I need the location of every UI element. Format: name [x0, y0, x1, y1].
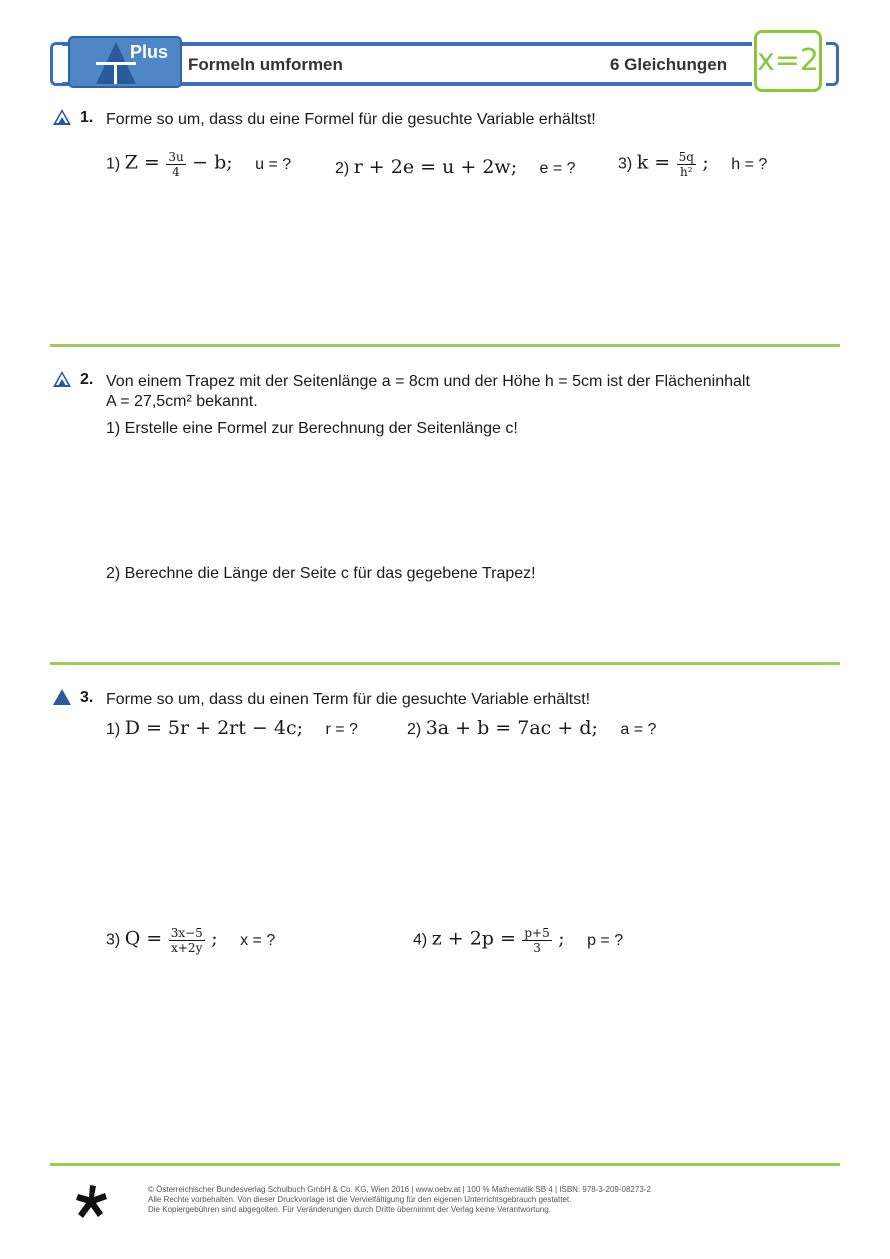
page-title: Formeln umformen [188, 55, 343, 74]
divider-1 [50, 344, 840, 347]
footer-rights: Alle Rechte vorbehalten. Von dieser Druckvorlage ist die Vervielfältigung für den eigenen Unterrichtsgebrauch gestattet. [148, 1195, 572, 1204]
difficulty-pyramid-solid-icon [52, 688, 72, 706]
task-3-number: 3. [80, 689, 94, 706]
x2-badge-text: x=2 [757, 43, 819, 78]
task-1-instruction: Forme so um, dass du eine Formel für die gesuchte Variable erhältst! [106, 111, 596, 128]
publisher-logo-icon [72, 1182, 112, 1222]
task-3-item-2: 2) 3a + b = 7ac + d; a = ? [407, 717, 657, 739]
x2-badge [754, 30, 822, 92]
task-3-item-3: 3) Q = $\frac{3x-5}{x+2y}$ ; x = ? [106, 926, 276, 955]
task-2-instruction-line-2: A = 27,5cm² bekannt. [106, 393, 258, 410]
task-2-subtask-2: 2) Berechne die Länge der Seite c für das gegebene Trapez! [106, 565, 536, 582]
task-1-item-1: 1) Z = $\frac{3u}{4}$ − b; u = ? [106, 150, 292, 179]
task-3-item-1: 1) D = 5r + 2rt − 4c; r = ? [106, 717, 358, 739]
task-3-item-4: 4) z + 2p = $\frac{p+5}{3}$ ; p = ? [413, 926, 624, 955]
footer-copyright: © Österreichischer Bundesverlag Schulbuch GmbH & Co. KG, Wien 2016 | www.oebv.at | 100 % Mathematik SB 4 | ISBN: 978-3-209-08273-2 [148, 1185, 651, 1194]
task-2-number: 2. [80, 371, 94, 388]
divider-2 [50, 662, 840, 665]
difficulty-pyramid-icon [52, 370, 72, 388]
task-3-instruction: Forme so um, dass du einen Term für die gesuchte Variable erhältst! [106, 691, 591, 708]
footer-disclaimer: Die Kopiergebühren sind abgegolten. Für Veränderungen durch Dritte übernimmt der Verlag keine Verantwortung. [148, 1205, 551, 1214]
header-bracket-left [50, 42, 63, 86]
plus-logo [68, 36, 182, 88]
difficulty-pyramid-icon [52, 108, 72, 126]
plus-logo-text: Plus [130, 42, 169, 62]
task-1-item-3: 3) k = $\frac{5q}{\text{h²}}$ ; h = ? [618, 150, 768, 179]
task-2-instruction-line-1: Von einem Trapez mit der Seitenlänge a = 8cm und der Höhe h = 5cm ist der Flächeninhalt [106, 373, 750, 390]
task-1-item-2: 2) r + 2e = u + 2w; e = ? [335, 156, 576, 178]
task-1-number: 1. [80, 109, 94, 126]
chapter-title: 6 Gleichungen [610, 55, 728, 74]
header-bracket-right [826, 42, 839, 86]
divider-footer [50, 1163, 840, 1166]
task-2-subtask-1: 1) Erstelle eine Formel zur Berechnung der Seitenlänge c! [106, 420, 518, 437]
